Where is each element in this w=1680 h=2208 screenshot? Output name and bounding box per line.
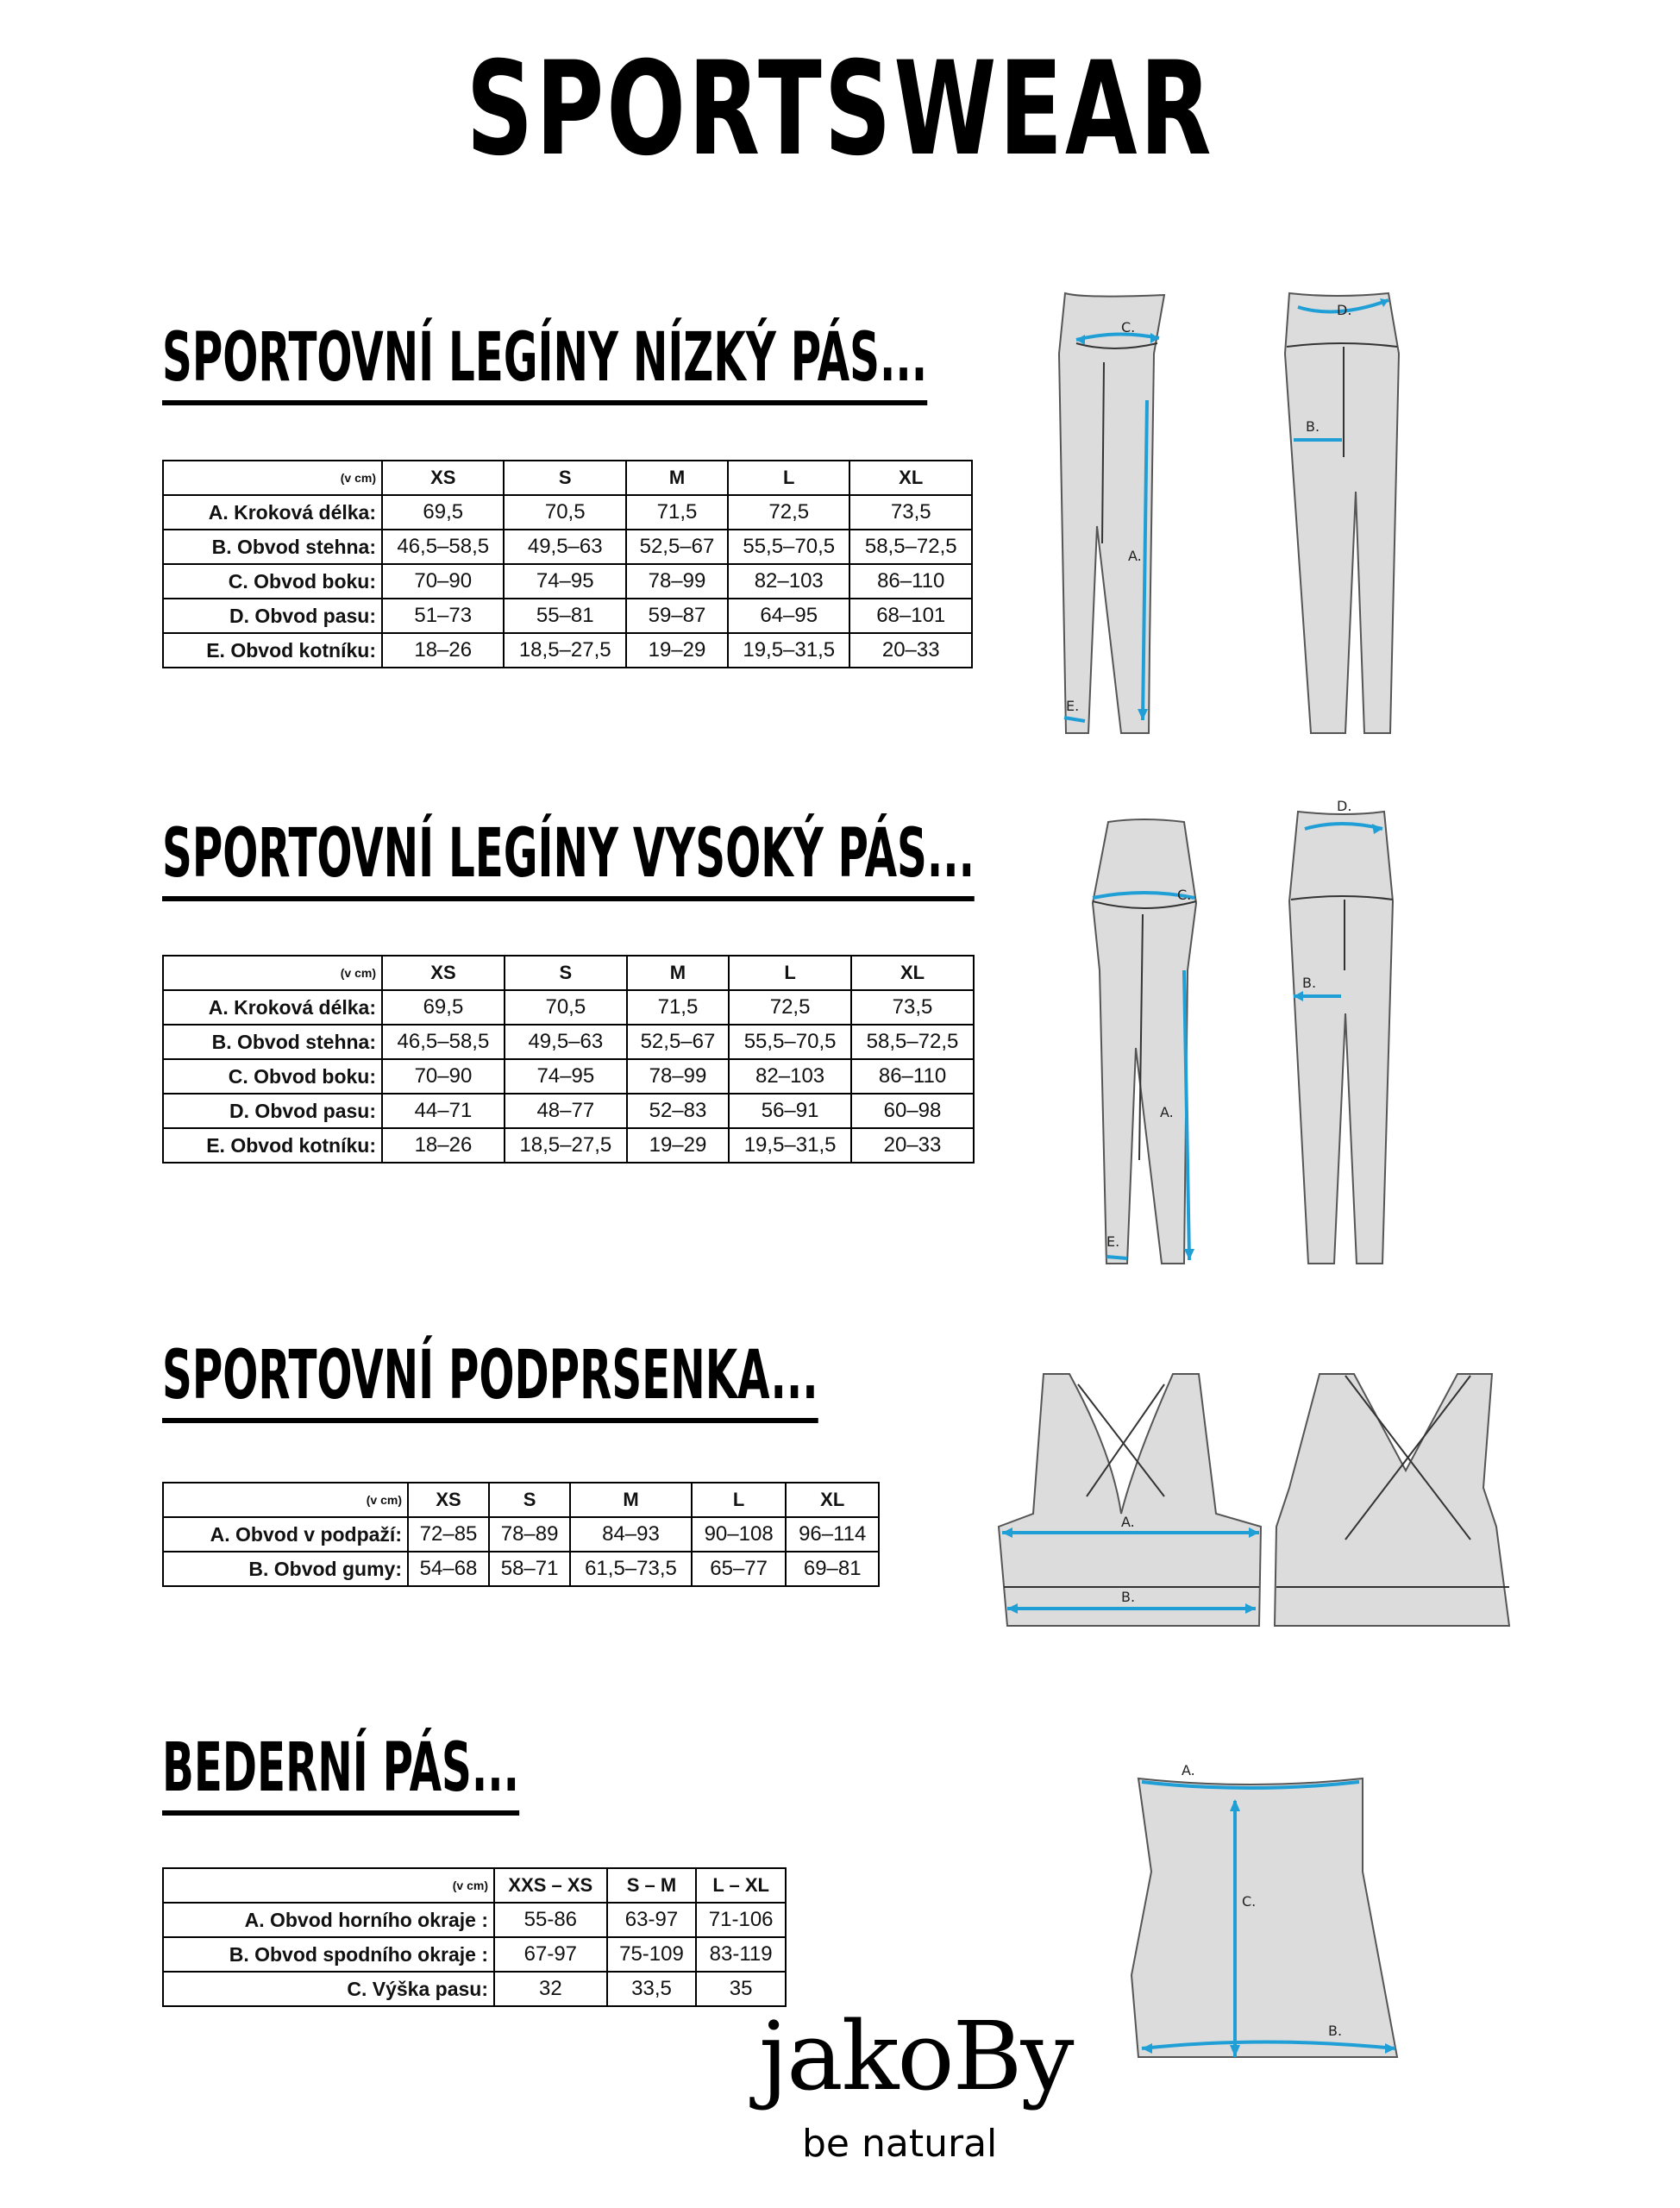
table-cell: 69,5 (382, 990, 505, 1025)
table-row (163, 564, 972, 599)
table-cell: 55–81 (504, 599, 625, 633)
size-header: M (627, 956, 729, 990)
size-header: L (728, 461, 849, 495)
table-cell: 69,5 (382, 495, 504, 530)
table-cell: 58,5–72,5 (849, 530, 972, 564)
measure-label-a: A. (1182, 1762, 1195, 1778)
table-cell: 78–99 (627, 1059, 729, 1094)
table-cell: 70–90 (382, 564, 504, 599)
table-cell: 70–90 (382, 1059, 505, 1094)
section-title-high-waist: SPORTOVNÍ LEGÍNY VYSOKÝ PÁS... (162, 815, 975, 901)
row-label: E. Obvod kotníku: (163, 1128, 382, 1163)
size-table-sports-bra (162, 1482, 880, 1587)
brand-logo (742, 2001, 1087, 2191)
table-cell: 56–91 (729, 1094, 851, 1128)
table-cell: 72,5 (728, 495, 849, 530)
size-table-low-waist (162, 460, 973, 668)
table-row (163, 1903, 786, 1937)
table-cell: 32 (494, 1972, 607, 2006)
table-cell: 83-119 (696, 1937, 786, 1972)
table-cell: 46,5–58,5 (382, 1025, 505, 1059)
table-header-row (163, 461, 972, 495)
size-header: M (570, 1483, 692, 1517)
size-header: L (729, 956, 851, 990)
table-cell: 68–101 (849, 599, 972, 633)
section-title-low-waist: SPORTOVNÍ LEGÍNY NÍZKÝ PÁS... (162, 319, 927, 405)
row-label: E. Obvod kotníku: (163, 633, 382, 668)
table-cell: 71,5 (626, 495, 728, 530)
size-header: S (505, 956, 627, 990)
measure-label-e: E. (1066, 698, 1080, 714)
table-row (163, 1059, 974, 1094)
table-cell: 49,5–63 (505, 1025, 627, 1059)
row-label: B. Obvod stehna: (163, 1025, 382, 1059)
measure-label-c: C. (1121, 319, 1136, 336)
row-label: D. Obvod pasu: (163, 1094, 382, 1128)
unit-label: (v cm) (163, 956, 382, 990)
table-cell: 19–29 (627, 1128, 729, 1163)
measure-label-c: C. (1242, 1893, 1257, 1910)
table-cell: 55,5–70,5 (728, 530, 849, 564)
table-cell: 52,5–67 (626, 530, 728, 564)
table-row (163, 990, 974, 1025)
size-header: XXS – XS (494, 1868, 607, 1903)
section-title-waist-belt: BEDERNÍ PÁS... (162, 1729, 519, 1816)
table-cell: 64–95 (728, 599, 849, 633)
table-cell: 52,5–67 (627, 1025, 729, 1059)
size-header: S (489, 1483, 570, 1517)
table-cell: 55,5–70,5 (729, 1025, 851, 1059)
table-cell: 69–81 (786, 1552, 879, 1586)
measure-label-d: D. (1337, 302, 1352, 318)
size-header: L (692, 1483, 787, 1517)
table-row (163, 1128, 974, 1163)
size-header: XL (849, 461, 972, 495)
table-cell: 35 (696, 1972, 786, 2006)
table-cell: 86–110 (851, 1059, 974, 1094)
size-table-high-waist (162, 955, 975, 1164)
table-row (163, 1517, 879, 1552)
row-label: C. Obvod boku: (163, 1059, 382, 1094)
measure-label-c: C. (1177, 887, 1192, 903)
row-label: A. Obvod horního okraje : (163, 1903, 494, 1937)
table-cell: 49,5–63 (504, 530, 625, 564)
measure-label-d: D. (1337, 798, 1352, 814)
size-header: XS (382, 461, 504, 495)
table-cell: 78–99 (626, 564, 728, 599)
table-cell: 72–85 (408, 1517, 489, 1552)
row-label: B. Obvod spodního okraje : (163, 1937, 494, 1972)
table-header-row (163, 1868, 786, 1903)
table-cell: 74–95 (504, 564, 625, 599)
table-cell: 70,5 (504, 495, 625, 530)
table-cell: 73,5 (849, 495, 972, 530)
table-cell: 19,5–31,5 (729, 1128, 851, 1163)
table-cell: 90–108 (692, 1517, 787, 1552)
table-cell: 18–26 (382, 633, 504, 668)
section-title-sports-bra: SPORTOVNÍ PODPRSENKA... (162, 1337, 818, 1423)
table-row (163, 1972, 786, 2006)
table-cell: 78–89 (489, 1517, 570, 1552)
table-cell: 65–77 (692, 1552, 787, 1586)
table-cell: 86–110 (849, 564, 972, 599)
logo-wordmark: jakoBy (759, 2001, 1073, 2111)
measure-label-a: A. (1121, 1514, 1135, 1530)
sports-bra-figure (992, 1367, 1552, 1626)
row-label: B. Obvod stehna: (163, 530, 382, 564)
leggings-low-waist-figure (1052, 285, 1449, 750)
table-cell: 74–95 (505, 1059, 627, 1094)
table-cell: 58–71 (489, 1552, 570, 1586)
leggings-back-illustration (1285, 293, 1399, 733)
table-cell: 82–103 (728, 564, 849, 599)
table-cell: 71,5 (627, 990, 729, 1025)
table-cell: 59–87 (626, 599, 728, 633)
size-header: S (504, 461, 625, 495)
table-cell: 84–93 (570, 1517, 692, 1552)
belt-illustration (1131, 1778, 1397, 2057)
table-cell: 63-97 (607, 1903, 697, 1937)
leggings-high-waist-figure (1082, 798, 1462, 1281)
row-label: A. Kroková délka: (163, 495, 382, 530)
table-cell: 18,5–27,5 (505, 1128, 627, 1163)
table-row (163, 495, 972, 530)
table-cell: 82–103 (729, 1059, 851, 1094)
table-cell: 48–77 (505, 1094, 627, 1128)
table-cell: 61,5–73,5 (570, 1552, 692, 1586)
size-header: XS (408, 1483, 489, 1517)
table-row (163, 599, 972, 633)
table-header-row (163, 956, 974, 990)
row-label: C. Obvod boku: (163, 564, 382, 599)
row-label: D. Obvod pasu: (163, 599, 382, 633)
size-header: M (626, 461, 728, 495)
waist-belt-figure (1113, 1760, 1423, 2070)
table-cell: 55-86 (494, 1903, 607, 1937)
table-cell: 60–98 (851, 1094, 974, 1128)
measure-label-b: B. (1121, 1589, 1136, 1605)
measure-label-b: B. (1302, 975, 1317, 991)
table-row (163, 1094, 974, 1128)
table-cell: 51–73 (382, 599, 504, 633)
size-header: XL (786, 1483, 879, 1517)
row-label: C. Výška pasu: (163, 1972, 494, 2006)
unit-label: (v cm) (163, 461, 382, 495)
table-header-row (163, 1483, 879, 1517)
table-cell: 73,5 (851, 990, 974, 1025)
table-cell: 71-106 (696, 1903, 786, 1937)
table-cell: 33,5 (607, 1972, 697, 2006)
size-header: S – M (607, 1868, 697, 1903)
row-label: B. Obvod gumy: (163, 1552, 408, 1586)
logo-tagline: be natural (802, 2122, 998, 2166)
size-table-waist-belt (162, 1867, 787, 2007)
table-cell: 44–71 (382, 1094, 505, 1128)
row-label: A. Obvod v podpaží: (163, 1517, 408, 1552)
table-cell: 18–26 (382, 1128, 505, 1163)
row-label: A. Kroková délka: (163, 990, 382, 1025)
unit-label: (v cm) (163, 1483, 408, 1517)
size-header: XL (851, 956, 974, 990)
size-header: L – XL (696, 1868, 786, 1903)
table-cell: 18,5–27,5 (504, 633, 625, 668)
table-row (163, 530, 972, 564)
measure-label-b: B. (1306, 418, 1320, 435)
size-header: XS (382, 956, 505, 990)
table-cell: 46,5–58,5 (382, 530, 504, 564)
table-cell: 58,5–72,5 (851, 1025, 974, 1059)
table-row (163, 1025, 974, 1059)
unit-label: (v cm) (163, 1868, 494, 1903)
leggings-back-illustration (1289, 812, 1393, 1264)
table-cell: 52–83 (627, 1094, 729, 1128)
bra-back-illustration (1275, 1374, 1509, 1626)
measure-label-a: A. (1128, 548, 1142, 564)
table-row (163, 633, 972, 668)
leggings-front-illustration (1059, 293, 1164, 733)
table-cell: 67-97 (494, 1937, 607, 1972)
table-cell: 96–114 (786, 1517, 879, 1552)
measure-label-e: E. (1106, 1233, 1120, 1250)
table-cell: 54–68 (408, 1552, 489, 1586)
table-cell: 75-109 (607, 1937, 697, 1972)
table-row (163, 1937, 786, 1972)
table-cell: 70,5 (505, 990, 627, 1025)
table-cell: 19–29 (626, 633, 728, 668)
measure-label-a: A. (1160, 1104, 1174, 1120)
table-row (163, 1552, 879, 1586)
table-cell: 72,5 (729, 990, 851, 1025)
brand-title: SPORTSWEAR (466, 34, 1214, 185)
measure-label-b: B. (1328, 2023, 1343, 2039)
table-cell: 19,5–31,5 (728, 633, 849, 668)
table-cell: 20–33 (849, 633, 972, 668)
table-cell: 20–33 (851, 1128, 974, 1163)
